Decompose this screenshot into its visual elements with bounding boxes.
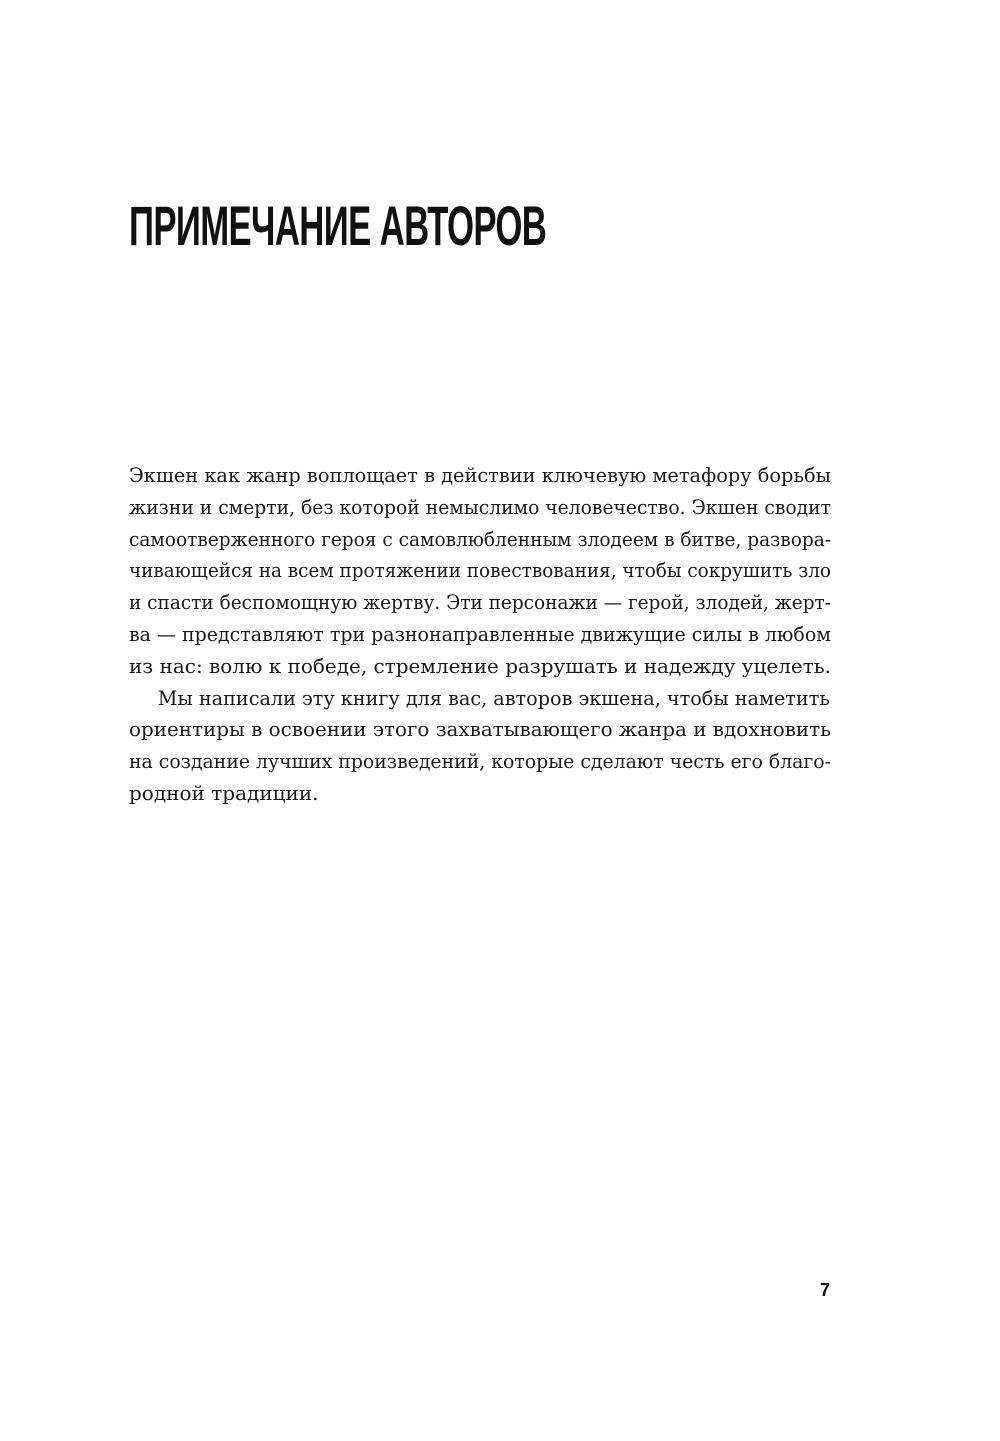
text-line: на создание лучших произведений, которые сделают честь его благо-: [129, 749, 831, 774]
page-number: 7: [820, 1280, 831, 1300]
text-line: ва — представляют три разнонаправленные движущие силы в любом: [129, 621, 831, 646]
page-title: ПРИМЕЧАНИЕ АВТОРОВ: [129, 194, 547, 257]
text-line: родной традиции.: [129, 780, 319, 805]
text-line: Мы написали эту книгу для вас, авторов экшена, чтобы наметить: [157, 685, 830, 710]
body-text: [129, 460, 831, 810]
paragraph-2: [129, 683, 831, 810]
paragraph-1: [129, 460, 831, 683]
text-line: и спасти беспомощную жертву. Эти персонажи — герой, злодей, жерт-: [129, 590, 831, 615]
text-line: самоотверженного героя с самовлюбленным злодеем в битве, развора-: [129, 526, 831, 551]
text-line: чивающейся на всем протяжении повествования, чтобы сокрушить зло: [129, 558, 831, 583]
text-line: ориентиры в освоении этого захватывающего жанра и вдохновить: [129, 717, 831, 742]
text-line: из нас: волю к победе, стремление разрушать и надежду уцелеть.: [129, 653, 831, 678]
text-line: жизни и смерти, без которой немыслимо человечество. Экшен сводит: [129, 494, 831, 519]
text-line: Экшен как жанр воплощает в действии ключевую метафору борьбы: [129, 463, 831, 487]
